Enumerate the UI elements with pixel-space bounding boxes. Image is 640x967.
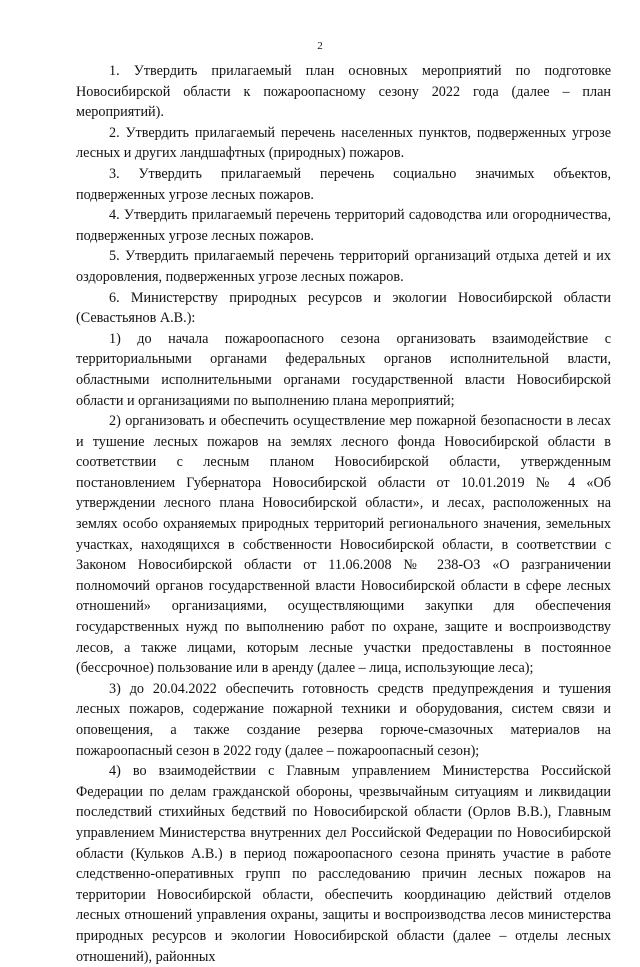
paragraph-1: 1. Утвердить прилагаемый план основных мероприятий по подготовке Новосибирской области к пожароопасному сезону 2022 года (далее – план мероприятий). — [76, 63, 611, 121]
paragraph-4: 4. Утвердить прилагаемый перечень территорий садоводства или огородничества, подверженных угрозе лесных пожаров. — [76, 207, 611, 244]
paragraph-2: 2. Утвердить прилагаемый перечень населенных пунктов, подверженных угрозе лесных и других ландшафтных (природных) пожаров. — [76, 124, 611, 162]
paragraph-6-2: 2) организовать и обеспечить осуществление мер пожарной безопасности в лесах и тушение лесных пожаров на землях лесного фонда Новосибирской области в соответствии с лесным планом Новосибирской области, утвержденным постановлением Губернатора Новосибирской области от 10.01.2019 № 4 «Об утверждении лесного плана Новосибирской области», и лесах, расположенных на землях особо охраняемых природных территорий регионального значения, земельных участках, находящихся в собственности Новосибирской области, в соответствии с Законом Новосибирской области от 11.06.2008 № 238-ОЗ «О разграничении полномочий органов государственной власти Новосибирской области в сфере лесных отношений» организациями, осуществляющими закупки для обеспечения государственных нужд по выполнению работ по охране, защите и воспроизводству лесов, а также лицами, которым лесные участки предоставлены в постоянное (бессрочное) пользование или в аренду (далее – лица, использующие леса); — [76, 413, 611, 677]
paragraph-6: 6. Министерству природных ресурсов и экологии Новосибирской области (Севастьянов А.В.): — [76, 289, 611, 327]
paragraph-3: 3. Утвердить прилагаемый перечень социально значимых объектов, подверженных угрозе лесных пожаров. — [76, 165, 611, 203]
document-body — [76, 61, 611, 967]
paragraph-6-3: 3) до 20.04.2022 обеспечить готовность средств предупреждения и тушения лесных пожаров, содержание пожарной техники и оборудования, систем связи и оповещения, а также создание резерва горюче-смазочных материалов на пожароопасный сезон в 2022 году (далее – пожароопасный сезон); — [76, 680, 611, 759]
page-number: 2 — [317, 40, 323, 52]
paragraph-6-1: 1) до начала пожароопасного сезона организовать взаимодействие с территориальными органами федеральных органов исполнительной власти, областными исполнительными органами государственной власти Новосибирской области и организациями по выполнению плана мероприятий; — [76, 330, 611, 409]
paragraph-5: 5. Утвердить прилагаемый перечень территорий организаций отдыха детей и их оздоровления, подверженных угрозе лесных пожаров. — [76, 248, 611, 285]
paragraph-6-4: 4) во взаимодействии с Главным управлением Министерства Российской Федерации по делам гражданской обороны, чрезвычайным ситуациям и ликвидации последствий стихийных бедствий по Новосибирской области (Орлов В.В.), Главным управлением Министерства внутренних дел Российской Федерации по Новосибирской области (Кульков А.В.) в период пожароопасного сезона принять участие в работе следственно-оперативных групп по расследованию причин лесных пожаров на территории Новосибирской области, обеспечить координацию действий отделов лесных отношений управления охраны, защиты и воспроизводства лесов министерства природных ресурсов и экологии Новосибирской области (далее – отделы лесных отношений), районных — [76, 763, 611, 965]
